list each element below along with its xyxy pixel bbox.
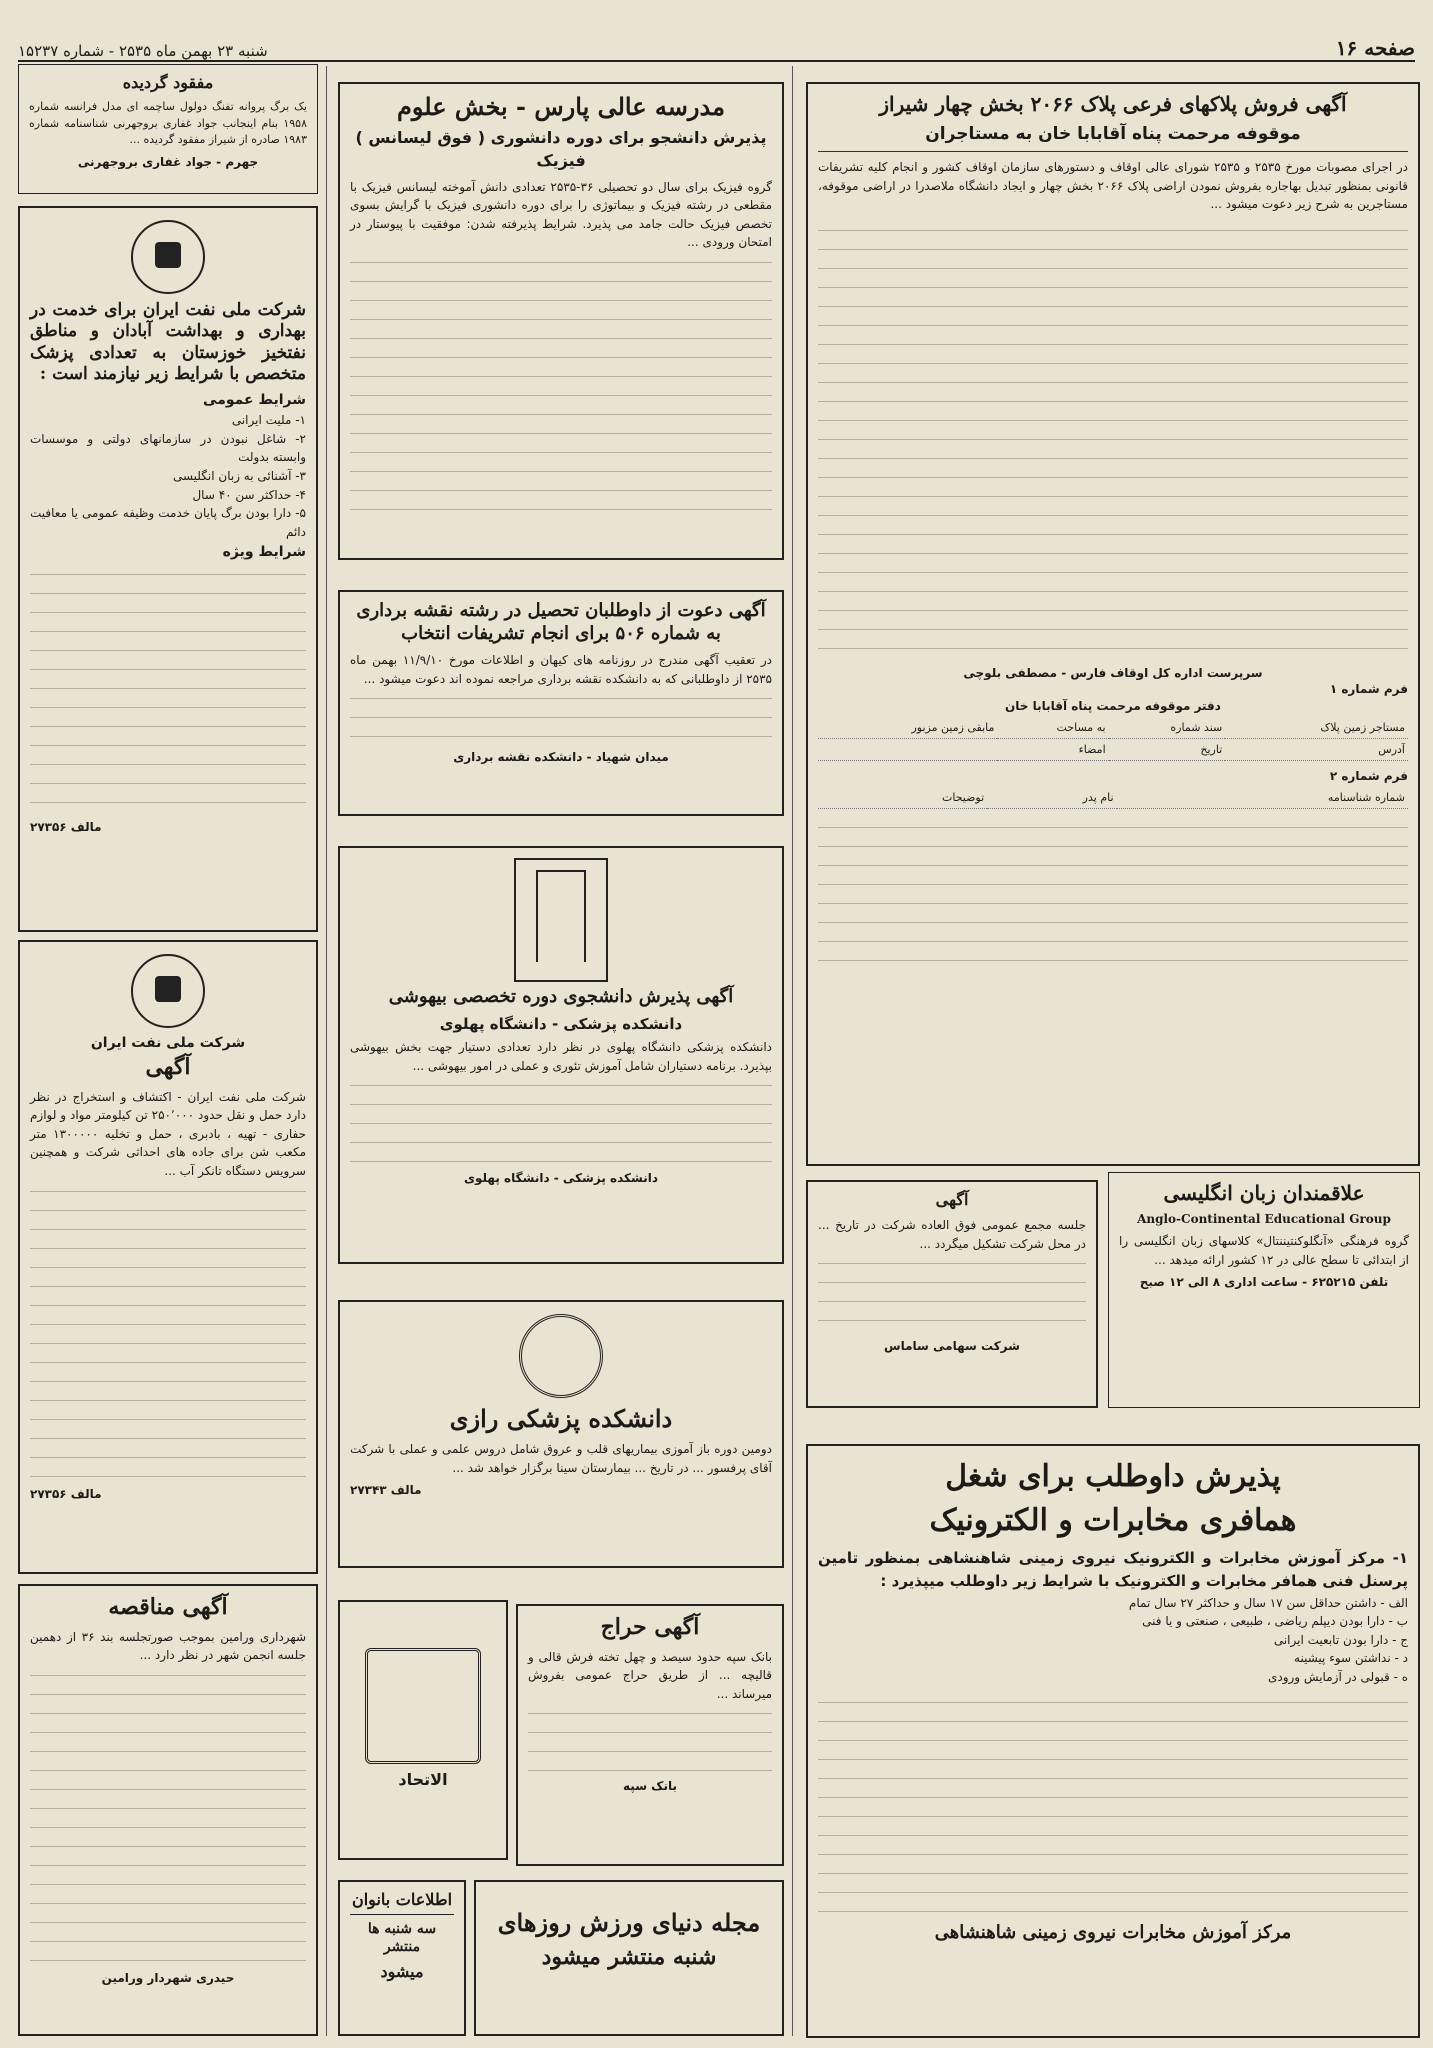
page-number: صفحه ۱۶ [1335, 36, 1415, 60]
university-ad [338, 82, 784, 560]
oil-section1: شرایط عمومی [203, 392, 306, 408]
tender-lines [30, 1665, 306, 1965]
mapping-body: در تعقیب آگهی مندرج در روزنامه های کیهان و اطلاعات مورخ ۱۱/۹/۱۰ بهمن ماه ۲۵۳۵ از داوطلبانی که به دانشکده نقشه برداری مراجعه نموده اند دعوت میشود ... [350, 653, 772, 686]
haraj-body: بانک سپه حدود سیصد و چهل تخته فرش قالی و قالیچه ... از طریق حراج عمومی بفروش میرساند ... [528, 1649, 772, 1701]
form-heading: دفتر موقوفه مرحمت پناه آقابابا خان [1005, 699, 1221, 714]
oil-tender-lines [30, 1181, 306, 1481]
auction-ad [806, 82, 1420, 1166]
university-field: فیزیک [536, 150, 586, 170]
telecom-condition: ج - دارا بودن تابعیت ایرانی [1273, 1632, 1408, 1647]
lost-notice [18, 64, 318, 194]
form-field: امضاء [997, 739, 1108, 761]
sina-logo-block [338, 1600, 508, 1860]
auction-title: آگهی فروش پلاکهای فرعی پلاک ۲۰۶۶ بخش چهار شیراز [879, 92, 1347, 116]
form-field: آدرس [1225, 739, 1408, 761]
haraj-sign: بانک سپه [623, 1779, 677, 1794]
telecom-subtitle: همافری مخابرات و الکترونیک [929, 1502, 1297, 1538]
oil-tender-title: آگهی [145, 1054, 191, 1081]
oil-tender-ad [18, 940, 318, 1574]
oil-tender-brand: شرکت ملی نفت ایران [90, 1035, 246, 1051]
sports-line: شنبه منتشر میشود [541, 1944, 717, 1970]
language-title: علاقمندان زبان انگلیسی [1163, 1181, 1365, 1205]
oil-item: ۲- شاغل نبودن در سازمانهای دولتی و موسسات وابسته بدولت [30, 431, 306, 465]
language-english-name: Anglo-Continental Educational Group [1137, 1212, 1391, 1226]
haraj-lines [528, 1703, 772, 1773]
anesthesia-subtitle: دانشکده پزشکی - دانشگاه پهلوی [439, 1014, 683, 1033]
auction-body-lines [818, 220, 1408, 660]
samsas-sign: شرکت سهامی ساماس [884, 1339, 1020, 1354]
anesthesia-ad [338, 846, 784, 1264]
auction-subtitle: موقوفه مرحمت پناه آقابابا خان به مستاجران [818, 123, 1408, 152]
mapping-lines [350, 688, 772, 744]
auction-form-2 [818, 787, 1408, 809]
language-phone: تلفن ۶۲۵۲۱۵ - ساعت اداری ۸ الی ۱۲ صبح [1139, 1275, 1389, 1290]
lost-body: یک برگ پروانه تفنگ دولول ساچمه ای مدل فرانسه شماره ۱۹۵۸ بنام اینجانب جواد غفاری بروجهرنی شناسنامه شماره ۱۹۸۳ صادره از شیراز مفقود گردیده ... [29, 100, 307, 146]
oil-item: ۴- حداکثر سن ۴۰ سال [192, 487, 306, 502]
sports-ad [474, 1880, 784, 2036]
mapping-ad [338, 590, 784, 816]
telecom-intro: ۱- مرکز آموزش مخابرات و الکترونیک نیروی زمینی شاهنشاهی بمنظور تامین پرسنل فنی همافر مخابرات و الکترونیک با شرایط زیر داوطلب میپذیرد : [818, 1549, 1408, 1591]
haraj-ad [516, 1604, 784, 1866]
banovan-title: اطلاعات بانوان [350, 1890, 454, 1915]
samsas-lines [818, 1253, 1086, 1333]
form1-label: فرم شماره ۱ [1329, 681, 1408, 696]
anesthesia-body: دانشکده پزشکی دانشگاه پهلوی در نظر دارد تعدادی دستیار جهت بخش بیهوشی بپذیرد. برنامه دستیاران شامل آموزش تئوری و عملی در امور بیهوشی ... [350, 1040, 772, 1073]
razi-sign: مالف ۲۷۳۴۳ [350, 1483, 422, 1498]
sports-title: مجله دنیای ورزش روزهای [497, 1908, 761, 1937]
tender-sign: حیدری شهردار ورامین [101, 1970, 235, 1985]
form-field: توضیحات [818, 787, 987, 809]
auction-body: در اجرای مصوبات مورخ ۲۵۳۵ و ۲۵۳۵ شورای عالی اوقاف و دستورهای سازمان اوقاف کشور و انجام کلیه تشریفات قانونی بمنظور تبدیل بهاجاره بفروش نمودن اراضی پلاک ۲۰۶۶ بخش چهار و ایجاد دانشگاه ملاصدرا در اراضی موقوفه، مستاجرین به شرح زیر دعوت میشود ... [818, 160, 1408, 212]
column-rule [792, 66, 793, 2036]
anesthesia-title: آگهی پذیرش دانشجوی دوره تخصصی بیهوشی [388, 986, 734, 1007]
university-lines [350, 252, 772, 512]
language-body: گروه فرهنگی «آنگلوکنتیننتال» کلاسهای زبان انگلیسی را از ابتدائی تا سطح عالی در ۱۲ کشور ارائه میدهد ... [1119, 1234, 1409, 1267]
oil-company-title: شرکت ملی نفت ایران برای خدمت در بهداری و بهداشت آبادان و مناطق نفتخیز خوزستان به تعدادی پزشک متخصص با شرایط زیر نیازمند است : [30, 300, 306, 384]
issue-date: شنبه ۲۳ بهمن ماه ۲۵۳۵ - شماره ۱۵۲۳۷ [18, 42, 268, 60]
razi-ad [338, 1300, 784, 1568]
auction-form [818, 717, 1408, 761]
haraj-title: آگهی حراج [600, 1614, 700, 1640]
form-field: به مساحت [997, 717, 1108, 739]
oil-sign: مالف ۲۷۳۵۶ [30, 819, 102, 834]
samsas-ad [806, 1180, 1098, 1408]
mapping-title: آگهی دعوت از داوطلبان تحصیل در رشته نقشه برداری به شماره ۵۰۶ برای انجام تشریفات انتخاب [356, 600, 766, 644]
banovan-line1: سه شنبه ها منتشر [367, 1921, 437, 1955]
oil-item: ۱- ملیت ایرانی [231, 413, 306, 428]
telecom-title: پذیرش داوطلب برای شغل [945, 1459, 1281, 1494]
form-field: مابقی زمین مزبور [818, 717, 997, 739]
telecom-condition: ب - دارا بودن دیپلم ریاضی ، طبیعی ، صنعتی و یا فنی [1142, 1614, 1408, 1629]
page-header [18, 26, 1415, 62]
telecom-condition: ه - قبولی در آزمایش ورودی [1267, 1669, 1408, 1684]
sina-caption: الاتحاد [398, 1770, 448, 1789]
form-lines [818, 817, 1408, 967]
oil-tender-sign: مالف ۲۷۳۵۶ [30, 1486, 102, 1501]
anesthesia-sign: دانشکده پزشکی - دانشگاه پهلوی [464, 1171, 658, 1186]
form-field: شماره شناسنامه [1117, 787, 1408, 809]
oil-company-logo-icon [131, 220, 205, 294]
form-field: سند شماره [1109, 717, 1226, 739]
oil-section2: شرایط ویژه [222, 544, 306, 561]
tender-body: شهرداری ورامین بموجب صورتجلسه بند ۳۶ از دهمین جلسه انجمن شهر در نظر دارد ... [30, 1629, 306, 1663]
mapping-signature: میدان شهیاد - دانشکده نقشه برداری [453, 750, 669, 765]
oil-tender-body: شرکت ملی نفت ایران - اکتشاف و استخراج در نظر دارد حمل و نقل حدود ۲۵۰٬۰۰۰ تن کیلومتر مواد و لوازم حفاری - تهیه ، بادبری ، حمل و تخلیه ۱۳۰۰۰۰۰ متر مکعب شن برای جاده های احداثی شرکت و همچنین سرویس دستگاه تانکر آب ... [30, 1089, 306, 1179]
lost-title: مفقود گردیده [122, 73, 214, 92]
razi-title: دانشکده پزشکی رازی [449, 1404, 673, 1433]
telecom-condition: الف - داشتن حداقل سن ۱۷ سال و حداکثر ۲۷ سال تمام [1128, 1595, 1408, 1610]
samsas-body: جلسه مجمع عمومی فوق العاده شرکت در تاریخ ... در محل شرکت تشکیل میگردد ... [818, 1218, 1086, 1251]
banovan-ad [338, 1880, 466, 2036]
form2-label: فرم شماره ۲ [1329, 769, 1408, 784]
oil-company-ad [18, 206, 318, 932]
university-body: گروه فیزیک برای سال دو تحصیلی ۳۶-۲۵۳۵ تعدادی دانش آموخته لیسانس فیزیک با مقطعی در رشته فیزیک و بیماتوژی را برای دوره دانشوری فیزیک با گرایش بسوی تخصص فیزیک حالت جامد می پذیرد. شرایط پذیرفته شدن: موفقیت با پیوستار در امتحان ورودی ... [350, 179, 772, 250]
language-ad [1108, 1172, 1420, 1408]
samsas-title: آگهی [935, 1190, 969, 1209]
telecom-lines [818, 1692, 1408, 1912]
oil-item: ۵- دارا بودن برگ پایان خدمت وظیفه عمومی یا معافیت دائم [30, 506, 306, 539]
oil-lines [30, 564, 306, 814]
tender-title: آگهی مناقصه [108, 1594, 228, 1620]
lost-sign: جهرم - جواد غفاری بروجهرنی [77, 154, 259, 169]
column-rule [326, 66, 327, 2036]
anesthesia-lines [350, 1075, 772, 1165]
form-field: مستاجر زمین پلاک [1225, 717, 1408, 739]
razi-body: دومین دوره باز آموزی بیماریهای قلب و عروق شامل دروس علمی و عملی با شرکت آقای پرفسور ... در تاریخ ... بیمارستان سینا برگزار خواهد شد ... [350, 1442, 772, 1475]
telecom-ad [806, 1444, 1420, 2038]
emblem-icon [365, 1648, 481, 1764]
university-title: مدرسه عالی پارس - بخش علوم [397, 92, 725, 121]
telecom-condition: د - نداشتن سوء پیشینه [1294, 1651, 1408, 1666]
telecom-footer: مرکز آموزش مخابرات نیروی زمینی شاهنشاهی [934, 1922, 1292, 1944]
form-field: نام پدر [987, 787, 1116, 809]
university-emblem-icon [514, 858, 608, 982]
auction-signature: سرپرست اداره کل اوقاف فارس - مصطفی بلوچی [963, 665, 1263, 680]
form-field: تاریخ [1109, 739, 1226, 761]
tender-ad [18, 1584, 318, 2036]
oil-tender-logo-icon [131, 954, 205, 1028]
razi-seal-icon [519, 1314, 603, 1398]
oil-item: ۳- آشنائی به زبان انگلیسی [172, 468, 306, 483]
banovan-line2: میشود [380, 1962, 424, 1981]
university-subtitle: پذیرش دانشجو برای دوره دانشوری ( فوق لیسانس ) [355, 128, 767, 147]
